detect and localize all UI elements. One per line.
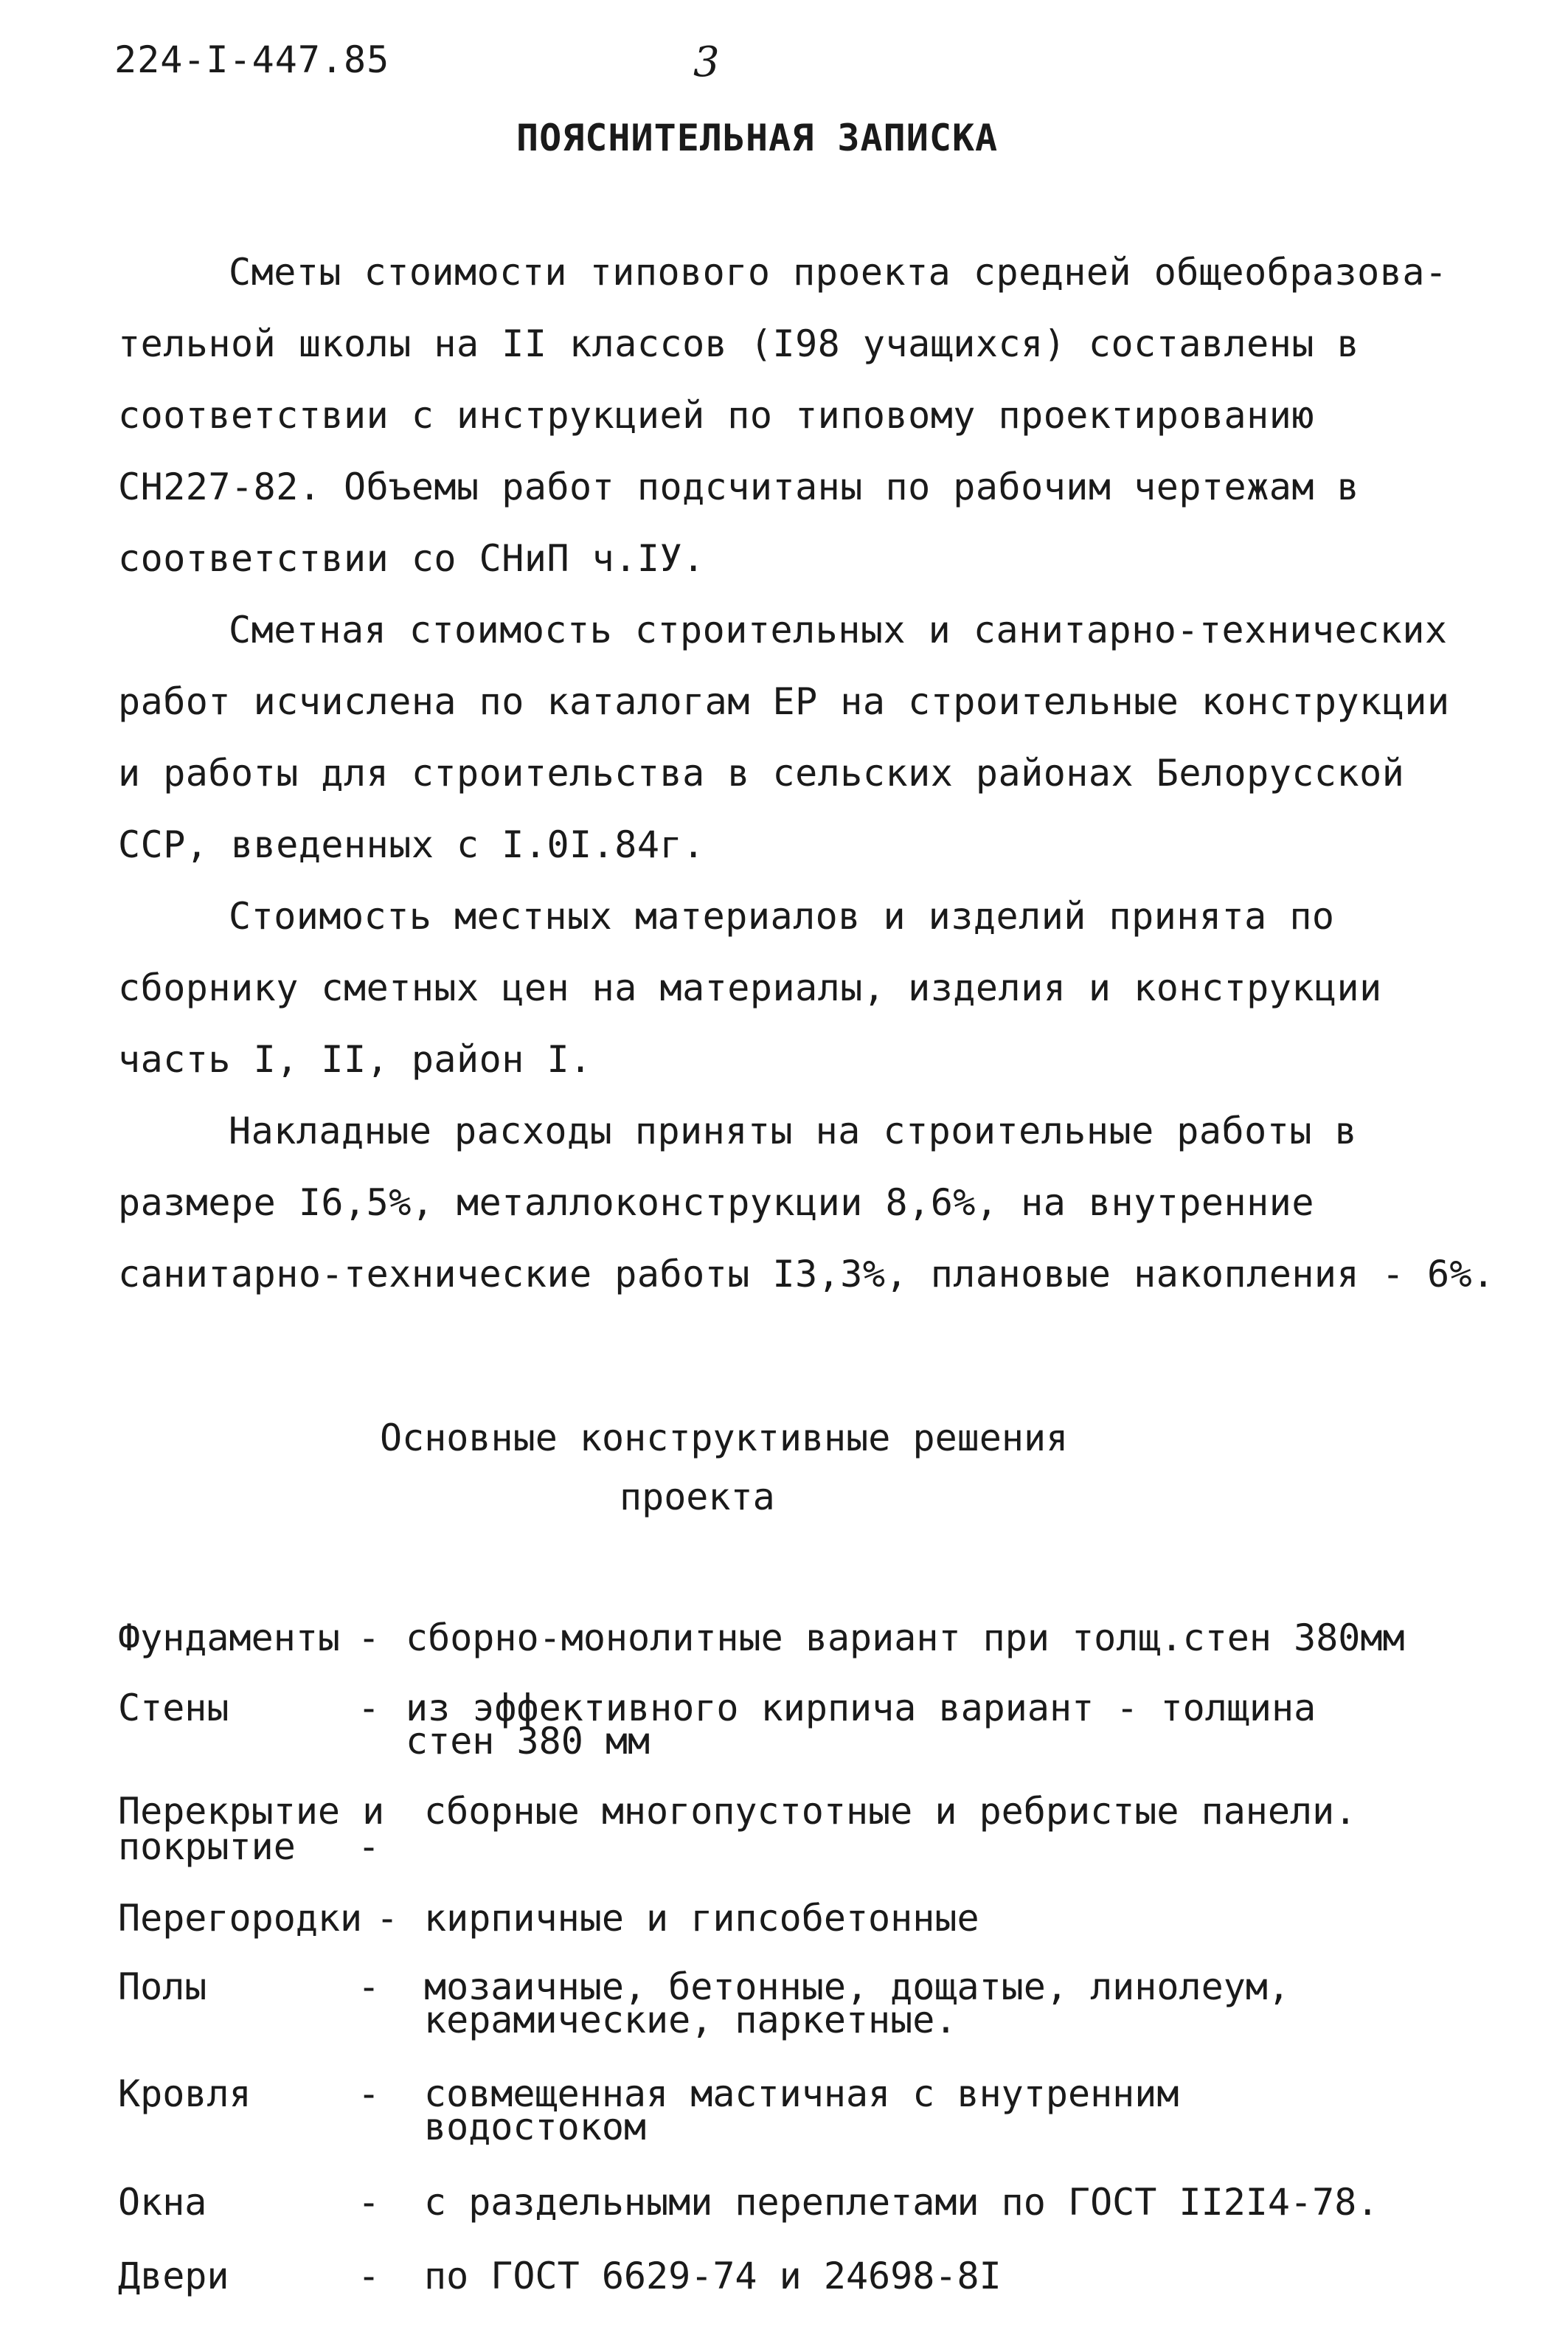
spec-dash-floors-roofs: - — [358, 1825, 381, 1868]
paragraph-1-line-2: тельной школы на II классов (I98 учащихся) составлены в — [118, 322, 1360, 365]
spec-label-floors-roofs-line-2: покрытие — [118, 1825, 296, 1868]
spec-label-floors-roofs-line-1: Перекрытие и — [118, 1790, 385, 1833]
spec-value-walls-line-1: из эффективного кирпича вариант - толщина — [406, 1687, 1317, 1729]
spec-value-partitions: кирпичные и гипсобетонные — [424, 1897, 979, 1940]
paragraph-4-line-3: санитарно-технические работы I3,3%, плановые накопления - 6%. — [118, 1253, 1495, 1296]
spec-value-roofing-line-1: совмещенная мастичная с внутренним — [424, 2072, 1179, 2115]
document-code: 224-I-447.85 — [114, 38, 390, 81]
spec-label-foundations: Фундаменты — [118, 1616, 341, 1659]
section-heading-line-2: проекта — [620, 1476, 775, 1518]
spec-label-windows: Окна — [118, 2181, 207, 2224]
spec-value-walls-line-2: стен 380 мм — [406, 1720, 651, 1763]
paragraph-2-line-4: ССР, введенных с I.0I.84г. — [118, 823, 705, 866]
spec-dash-windows: - — [358, 2181, 381, 2224]
paragraph-1-line-1: Сметы стоимости типового проекта средней общеобразова- — [229, 251, 1448, 294]
spec-value-windows: с раздельными переплетами по ГОСТ II2I4-78. — [424, 2181, 1379, 2224]
spec-label-roofing: Кровля — [118, 2072, 251, 2115]
spec-value-foundations: сборно-монолитные вариант при толщ.стен 380мм — [406, 1616, 1405, 1659]
spec-label-walls: Стены — [118, 1687, 229, 1729]
spec-label-flooring: Полы — [118, 1965, 207, 2008]
spec-value-flooring-line-1: мозаичные, бетонные, дощатые, линолеум, — [424, 1965, 1290, 2008]
paragraph-4-line-1: Накладные расходы приняты на строительные работы в — [229, 1110, 1358, 1152]
page-number: 3 — [693, 38, 720, 86]
spec-dash-roofing: - — [358, 2072, 381, 2115]
paragraph-1-line-5: соответствии со СНиП ч.IУ. — [118, 537, 705, 580]
spec-value-floors-roofs: сборные многопустотные и ребристые панели. — [424, 1790, 1357, 1833]
paragraph-2-line-3: и работы для строительства в сельских районах Белорусской — [118, 752, 1405, 795]
paragraph-2-line-1: Сметная стоимость строительных и санитарно-технических — [229, 609, 1448, 651]
section-heading-line-1: Основные конструктивные решения — [380, 1417, 1069, 1459]
spec-dash-foundations: - — [358, 1616, 381, 1659]
page-title: ПОЯСНИТЕЛЬНАЯ ЗАПИСКА — [516, 117, 999, 159]
spec-dash-walls: - — [358, 1687, 381, 1729]
spec-label-partitions: Перегородки — [118, 1897, 363, 1940]
paragraph-3-line-2: сборнику сметных цен на материалы, изделия и конструкции — [118, 966, 1382, 1009]
paragraph-1-line-4: СН227-82. Объемы работ подсчитаны по рабочим чертежам в — [118, 466, 1360, 508]
spec-dash-flooring: - — [358, 1965, 381, 2008]
spec-dash-partitions: - — [376, 1897, 399, 1940]
spec-label-doors: Двери — [118, 2255, 229, 2297]
paragraph-1-line-3: соответствии с инструкцией по типовому проектированию — [118, 394, 1314, 437]
spec-dash-doors: - — [358, 2255, 381, 2297]
spec-value-roofing-line-2: водостоком — [424, 2106, 647, 2148]
paragraph-4-line-2: размере I6,5%, металлоконструкции 8,6%, на внутренние — [118, 1181, 1314, 1224]
paragraph-2-line-2: работ исчислена по каталогам ЕР на строительные конструкции — [118, 680, 1450, 723]
spec-value-doors: по ГОСТ 6629-74 и 24698-8I — [424, 2255, 1002, 2297]
paragraph-3-line-3: часть I, II, район I. — [118, 1038, 592, 1081]
paragraph-3-line-1: Стоимость местных материалов и изделий принята по — [229, 895, 1335, 938]
spec-value-flooring-line-2: керамические, паркетные. — [424, 1999, 957, 2041]
